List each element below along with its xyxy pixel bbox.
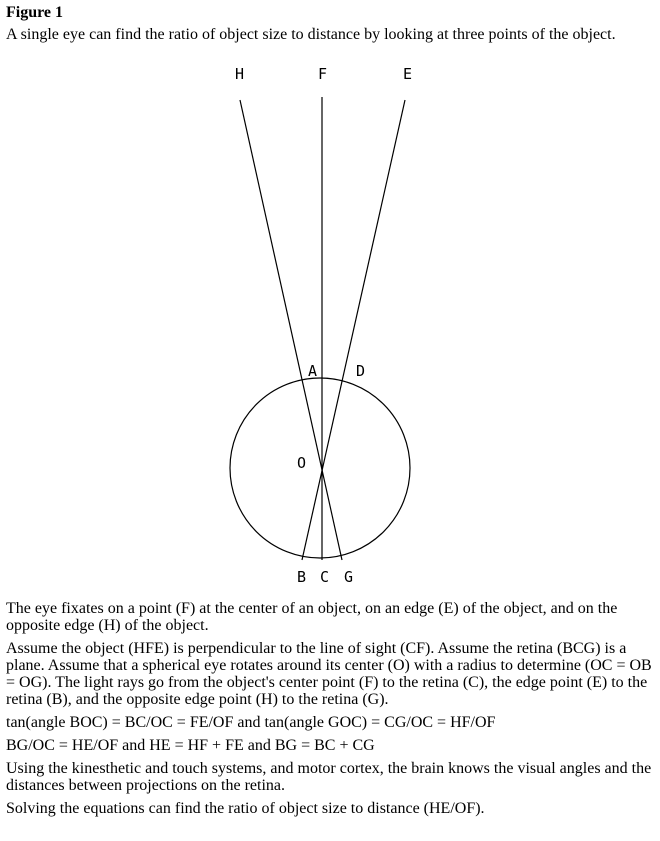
label-g: G xyxy=(344,568,354,586)
figure-caption: A single eye can find the ratio of object size to distance by looking at three points of the object. xyxy=(6,26,616,43)
label-d: D xyxy=(356,362,366,380)
ray-h-to-g xyxy=(240,100,342,560)
label-b: B xyxy=(297,568,307,586)
paragraph-fixation: The eye fixates on a point (F) at the center of an object, on an edge (E) of the object, and on the opposite edge (H) of the object. xyxy=(6,600,618,634)
label-h: H xyxy=(235,65,245,83)
equation-tangents: tan(angle BOC) = BC/OC = FE/OF and tan(angle GOC) = CG/OC = HF/OF xyxy=(6,714,496,731)
paragraph-assumptions: Assume the object (HFE) is perpendicular to the line of sight (CF). Assume the retina (BCG) is a plane. Assume that a spherical eye rotates around its center (O) with a radius to determine (OC = OB = OG). The light rays go from the object's center point (F) to the retina (C), the edge point (E) to the retina (B), and the opposite edge point (H) to the retina (G). xyxy=(6,640,652,708)
figure-title: Figure 1 xyxy=(6,4,64,21)
eye-circle xyxy=(230,378,410,558)
label-o: O xyxy=(297,454,307,472)
explanation-text xyxy=(6,600,656,823)
label-c: C xyxy=(320,568,330,586)
paragraph-conclusion: Solving the equations can find the ratio of object size to distance (HE/OF). xyxy=(6,800,485,817)
label-f: F xyxy=(318,65,328,83)
paragraph-brain-knowledge: Using the kinesthetic and touch systems, and motor cortex, the brain knows the visual angles and the distances between projections on the retina. xyxy=(6,760,652,794)
equation-ratios: BG/OC = HE/OF and HE = HF + FE and BG = BC + CG xyxy=(6,737,375,754)
label-e: E xyxy=(403,65,413,83)
label-a: A xyxy=(308,362,318,380)
ray-e-to-b xyxy=(302,100,405,560)
